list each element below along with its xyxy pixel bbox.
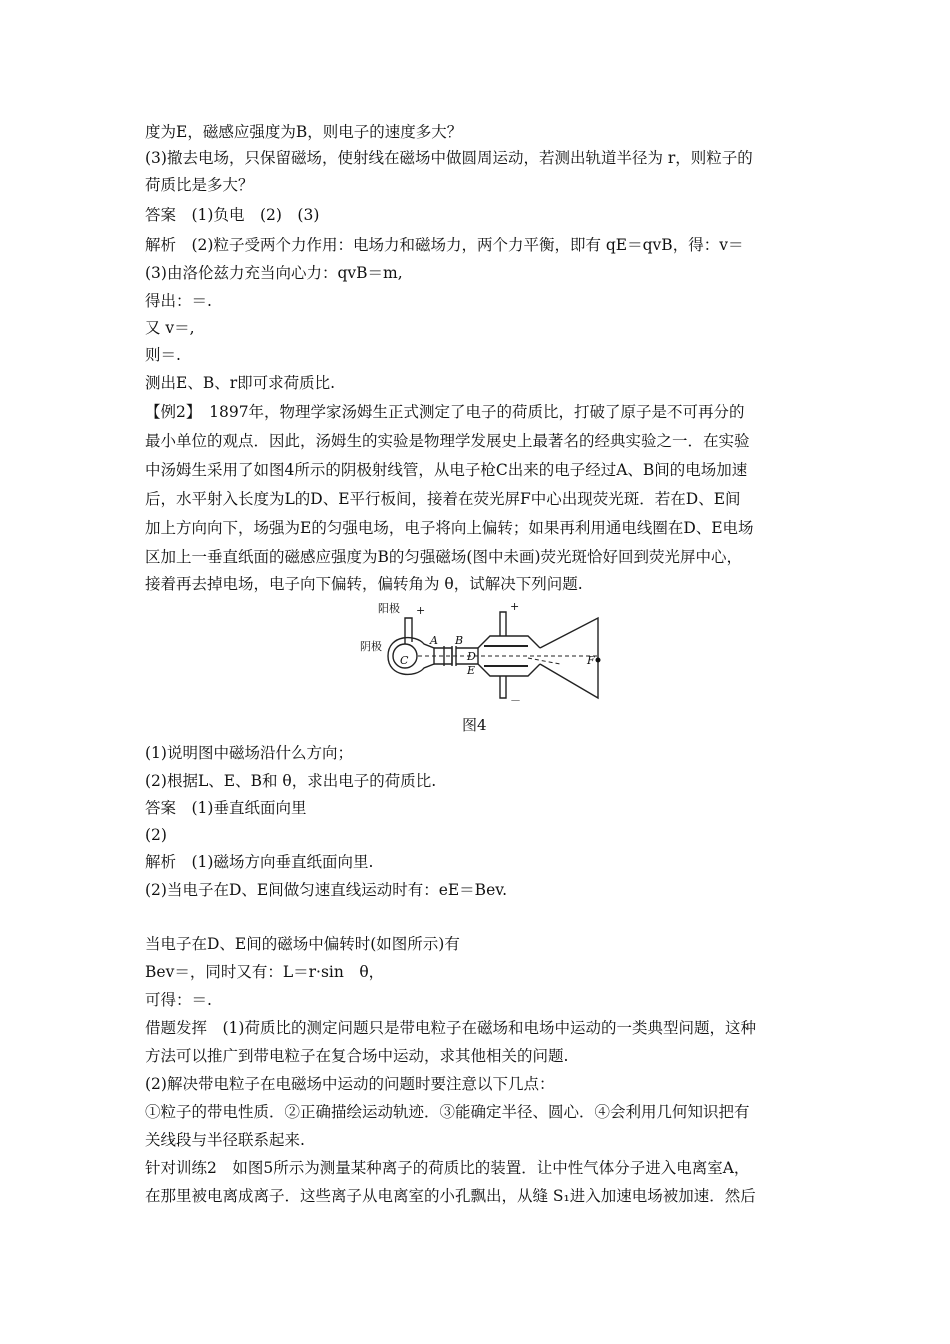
text-line: (1)说明图中磁场沿什么方向； [145,744,353,762]
text-line: (2)根据L、E、B和 θ，求出电子的荷质比. [145,772,437,790]
label-e: E [467,664,476,677]
cathode-label: 阴极 [360,640,382,653]
text-line: (3)撤去电场，只保留磁场，使射线在磁场中做圆周运动，若测出轨道半径为 r，则粒子的 [145,149,753,167]
text-line: 又 v＝, [145,319,195,337]
figure-diagram [360,598,610,706]
text-line: Bev＝，同时又有：L＝r·sin θ， [145,963,385,981]
text-line: 针对训练2 如图5所示为测量某种离子的荷质比的装置．让中性气体分子进入电离室A， [145,1159,750,1177]
text-line: (2)当电子在D、E间做匀速直线运动时有：eE＝Bev. [145,881,508,899]
text-line: 区加上一垂直纸面的磁感应强度为B的匀强磁场(图中未画)荧光斑恰好回到荧光屏中心， [145,548,742,566]
label-c: C [400,654,409,667]
text-line: 答案 (1)负电 (2) (3) [145,206,320,224]
screen-spot [596,658,601,663]
text-line: 中汤姆生采用了如图4所示的阴极射线管，从电子枪C出来的电子经过A、B间的电场加速 [145,461,748,479]
text-line: 当电子在D、E间的磁场中偏转时(如图所示)有 [145,935,460,953]
text-line: 得出：＝. [145,292,212,310]
text-line: 关线段与半径联系起来. [145,1131,305,1149]
text-line: (2)解决带电粒子在电磁场中运动的问题时要注意以下几点： [145,1075,555,1093]
text-line: 可得：＝. [145,991,212,1009]
text-line: 后，水平射入长度为L的D、E平行板间，接着在荧光屏F中心出现荧光斑．若在D、E间 [145,490,741,508]
anode-label: 阳极 [378,602,400,615]
plate-minus-label: － [510,694,521,706]
text-line: ①粒子的带电性质．②正确描绘运动轨迹．③能确定半径、圆心．④会利用几何知识把有 [145,1103,750,1121]
anode-plus-label: + [416,604,426,617]
text-line: 加上方向向下，场强为E的匀强电场，电子将向上偏转；如果再利用通电线圈在D、E电场 [145,519,754,537]
figure-caption: 图4 [462,716,487,734]
text-line: 荷质比是多大？ [145,176,254,194]
plate-plus-label: + [510,600,520,613]
text-line: 方法可以推广到带电粒子在复合场中运动，求其他相关的问题. [145,1047,569,1065]
cathode-ray-tube-figure [360,598,610,706]
text-line: 答案 (1)垂直纸面向里 [145,799,307,817]
text-line: 接着再去掉电场，电子向下偏转，偏转角为 θ，试解决下列问题. [145,575,583,593]
text-line: (2) [145,826,167,844]
text-line: 解析 (1)磁场方向垂直纸面向里. [145,853,374,871]
text-line: 则＝. [145,346,181,364]
label-b: B [455,634,464,647]
label-d: D [467,650,476,663]
label-a: A [430,634,438,647]
text-line: (3)由洛伦兹力充当向心力：qvB＝m, [145,264,403,282]
text-line: 在那里被电离成离子．这些离子从电离室的小孔飘出，从缝 S₁进入加速电场被加速．然后 [145,1187,756,1205]
text-line: 度为E，磁感应强度为B，则电子的速度多大？ [145,123,463,141]
text-line: 【例2】 1897年，物理学家汤姆生正式测定了电子的荷质比，打破了原子是不可再分的 [145,403,745,421]
text-line: 借题发挥 (1)荷质比的测定问题只是带电粒子在磁场和电场中运动的一类典型问题，这种 [145,1019,756,1037]
text-line: 测出E、B、r即可求荷质比. [145,374,336,392]
text-line: 解析 (2)粒子受两个力作用：电场力和磁场力，两个力平衡，即有 qE＝qvB，得：v＝ [145,236,744,254]
label-f: F [587,654,595,667]
text-line: 最小单位的观点．因此，汤姆生的实验是物理学发展史上最著名的经典实验之一．在实验 [145,432,750,450]
